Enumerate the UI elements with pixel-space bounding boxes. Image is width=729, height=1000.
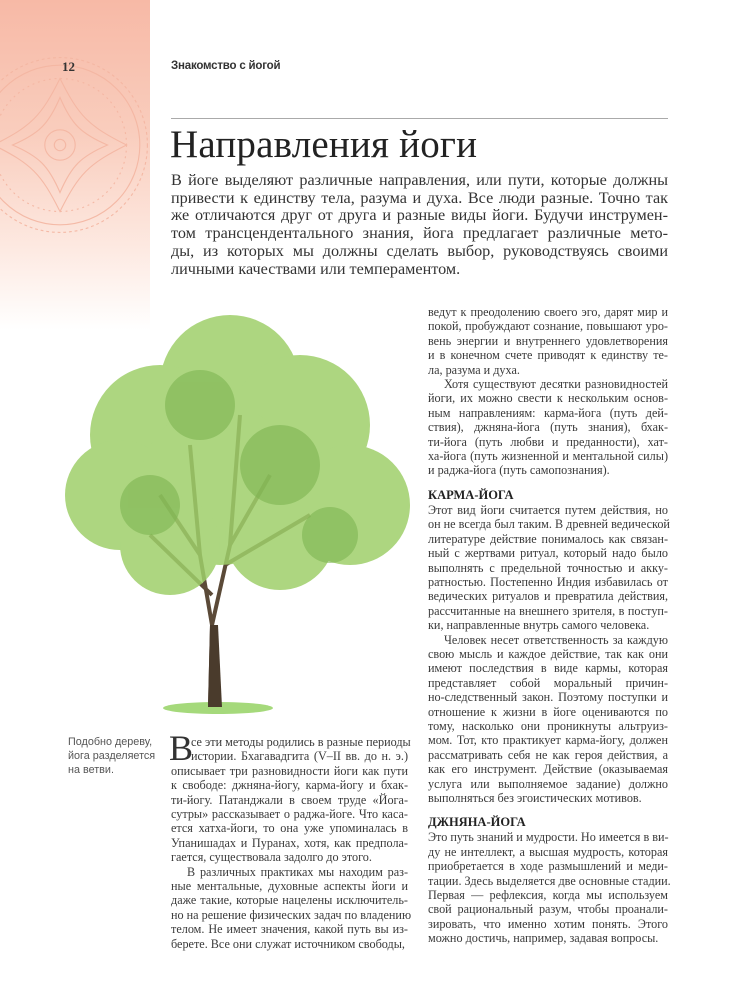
text-line: рассчитанные на внешнего зрителя, в поступ- [428,603,668,618]
text-line: тации. Здесь выделяется две основные стадии. [428,873,671,888]
text-line: можно достичь, например, задавая вопросы. [428,931,659,946]
text-line: как его инструмент. Действие (оказываемая [428,762,668,777]
text-line: ведут к преодолению своего эго, дарят мир и [428,305,668,319]
text-line: йоги, их можно свести к нескольким основ- [428,391,668,406]
text-line: он не всегда был таким. В древней ведической [428,517,670,532]
text-line: Человек несет ответственность за каждую [444,632,668,647]
text-line: и раджа-йога (путь самопознания). [428,463,610,478]
text-line: ствия), джняна-йога (путь знания), бхак- [428,420,668,435]
paragraph [428,830,671,946]
text-line: истории. Бхагавадгита (V–II вв. до н. э.) [191,749,408,764]
header-divider [171,118,668,119]
text-line: на ветви. [68,764,114,776]
paragraph [428,305,668,377]
section-heading-jnana: ДЖНЯНА-ЙОГА [428,815,526,830]
text-line: ется хатха-йоги, то она уже упоминалась в [171,821,408,836]
text-line: В йоге выделяют различные направления, или пути, которые должны [171,171,668,189]
drop-cap: В [169,728,194,768]
text-line: сутры» рассказывает о раджа-йоге. Что каса- [171,807,408,822]
text-line: се эти методы родились в разные периоды [191,735,411,749]
text-line: литературе действие понималось как связан- [428,531,668,546]
text-line: выполнять с предельной точностью и акку- [428,560,668,575]
text-line: ведических ритуалов и превратила действия, [428,589,668,604]
text-line: личными качествами или темпераментом. [171,259,461,278]
text-line: ду не интеллект, а высшая мудрость, которая [428,844,668,859]
text-line: но на решение физических задач по владению [171,907,412,922]
text-line: йога разделяется [68,750,156,762]
text-line: свою мысль и каждое действие, так как они [428,646,668,661]
text-line: Этот вид йоги считается путем действия, но [428,502,668,517]
text-line: ла, разума и духа. [428,362,520,377]
section-heading-karma: КАРМА-ЙОГА [428,487,514,502]
right-column [428,305,671,946]
text-line: покой, пробуждают сознание, повышают уро- [428,319,668,334]
text-line: ный с жертвами ритуал, который надо было [428,546,668,561]
text-line: зировать, что именно хотим понять. Этого [428,916,668,931]
text-line: свой рациональный разум, чтобы проанали- [428,902,668,917]
paragraph [428,377,668,478]
text-line: отношение к жизни в йоге оцениваются по [428,704,668,719]
text-line: же отличаются друг от друга и разные виды йоги. Будучи инструмен- [171,206,668,225]
text-line: Это путь знаний и мудрости. Но имеется в ви- [428,830,669,845]
page-number: 12 [62,59,75,74]
text-line: рассматривать себя не как героя действия, а [428,747,668,762]
text-line: Хотя существуют десятки разновидностей [444,377,668,392]
text-line: приобретается в ходе размышлений и меди- [428,859,668,874]
text-line: телом. Не имеет значения, какой путь вы из- [171,922,408,937]
text-line: услуга или выполняемое задание) должно [428,776,668,791]
image-caption [68,735,163,777]
text-line: Упанишадах и Пуранах, хотя, как предпола- [171,835,408,850]
text-line: к свободе: джняна-йогу, карма-йогу и бхак- [171,778,408,793]
text-line: В различных практиках мы находим раз- [187,864,408,879]
paragraph [171,735,411,865]
page-title: Направления йоги [170,123,478,166]
text-line: ки, направленные внутрь самого человека. [428,618,650,633]
text-line: ти-йога (путь любви и преданности), хат- [428,434,668,449]
text-line: ным направлениям: карма-йога (путь дей- [428,405,668,420]
text-line: выполняться без эгоистических мотивов. [428,791,642,805]
text-line: даже такие, которые нацелены исключитель- [171,893,408,908]
text-line: ды, из которых мы должны сделать выбор, руководствуясь своими [171,241,668,260]
paragraph [428,503,668,633]
left-column [171,735,412,951]
running-head: Знакомство с йогой [171,60,281,72]
mandala-ornament [0,50,155,240]
text-line: Первая — рефлексия, когда мы используем [428,888,668,903]
text-line: описывает три разновидности йоги как пути [171,763,408,778]
text-line: ха-йога (путь жизненной и ментальной силы) [428,449,668,464]
text-line: но-следственный закон. Поэтому поступки и [428,690,668,705]
text-line: ти-йогу. Патанджали в своем труде «Йога- [171,792,408,807]
text-line: мом. Тот, кто практикует карма-йогу, должен [428,733,668,748]
intro-paragraph [171,172,668,278]
text-line: гается, существовала задолго до этого. [171,850,372,865]
text-line: привести к единству тела, разума и духа. Все люди разные. Точно так [171,188,668,207]
text-line: том трансцендентального знания, йога предлагает различные мето- [171,224,668,243]
text-line: ратностью. Постепенно Индия избавилась от [428,574,668,589]
paragraph [428,633,668,806]
text-line: тому, насколько они проникнуты альтруиз- [428,718,668,733]
text-line: и в конечном счете приводят к единству те- [428,348,668,363]
paragraph [171,864,412,951]
text-line: ные ментальные, духовные аспекты йоги и [171,879,408,894]
text-line: представляет собой моральный причин- [428,675,668,690]
text-line: вень энергии и внутреннего удовлетворения [428,333,668,348]
tree-image [40,295,425,720]
text-line: Подобно дереву, [68,736,153,748]
text-line: берете. Все они служат источником свободы, [171,936,405,951]
text-line: имеют последствия в виде кармы, которая [428,661,668,676]
